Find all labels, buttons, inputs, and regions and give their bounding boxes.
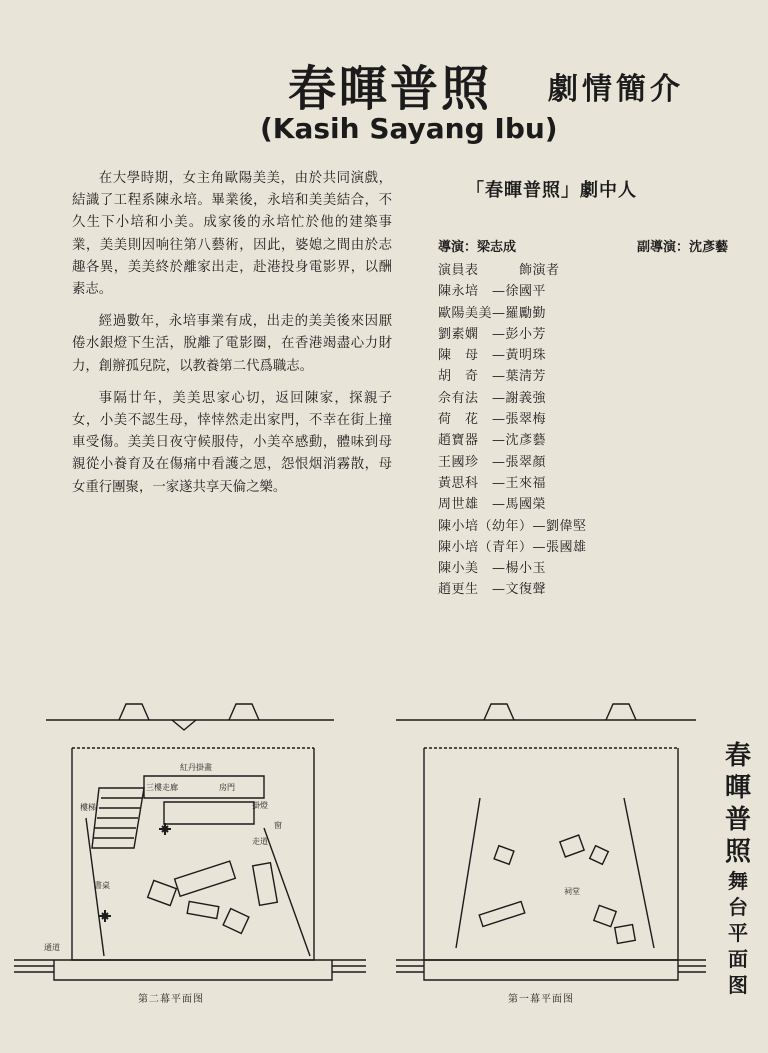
cast-row: 胡 奇 —葉淸芳: [438, 369, 547, 385]
cast-row: 荷 花 —張翠梅: [438, 412, 547, 428]
assistant-director-credit: 副導演：沈彥藝: [636, 240, 728, 255]
banner-char: 春: [724, 741, 751, 771]
svg-text:窗: 窗: [274, 821, 282, 830]
banner-char: 面: [728, 947, 748, 971]
svg-text:三樓走廊: 三樓走廊: [146, 783, 178, 792]
svg-text:樓梯: 樓梯: [80, 803, 96, 812]
svg-text:祠堂: 祠堂: [564, 887, 580, 896]
synopsis-paragraph: 事隔廿年，美美思家心切，返回陳家，探親子女，小美不認生母，悻悻然走出家門，不幸在街上撞車受傷。美美日夜守候服侍，小美卒感動，體味到母親從小養育及在傷痛中看護之恩，怨恨烟消霧散，母女重行團聚，一家遂共享天倫之樂。: [72, 390, 392, 495]
page-subtitle: 劇情簡介: [548, 72, 684, 107]
bleed-through-text: [12, 40, 272, 160]
cast-row: 王國珍 —張翠顏: [438, 454, 547, 470]
banner-char: 普: [724, 805, 751, 835]
banner-char: 台: [728, 895, 748, 919]
stage-plan-act-2: [14, 698, 366, 988]
synopsis: [72, 168, 392, 509]
cast-row: 趙寶器 —沈彥藝: [438, 433, 547, 449]
synopsis-paragraph: 經過數年，永培事業有成，出走的美美後來因厭倦水銀燈下生活，脫離了電影圈，在香港竭盡心力財力，創辦孤兒院，以教養第二代爲職志。: [72, 314, 392, 374]
cast-row: 歐陽美美—羅勵勤: [438, 305, 547, 321]
cast-row: 陳小美 —楊小玉: [438, 561, 547, 577]
synopsis-paragraph: 在大學時期，女主角歐陽美美，由於共同演戲，結識了工程系陳永培。畢業後，永培和美美結合，不久生下小培和小美。成家後的永培忙於他的建築事業，美美則因响往第八藝術，因此，婆媳之間由於志趣各異，美美終於離家出走，赴港投身電影界，以酬素志。: [72, 171, 392, 298]
cast-row: 陳永培 —徐國平: [438, 284, 547, 300]
banner-char: 图: [728, 973, 748, 997]
svg-text:通道: 通道: [44, 943, 60, 952]
svg-text:掛燈: 掛燈: [252, 801, 268, 810]
stage-plan-act-1-caption: 第一幕平面图: [508, 994, 574, 1005]
cast-row: 趙更生 —文復聲: [438, 582, 547, 598]
page-title: 春暉普照: [288, 61, 493, 117]
side-banner: [718, 740, 758, 998]
svg-text:房門: 房門: [219, 783, 235, 792]
banner-char: 暉: [724, 773, 751, 803]
cast-row: 周世雄 —馬國榮: [438, 497, 547, 513]
cast-row: 黃思科 —王來福: [438, 475, 547, 491]
cast-row: 佘有法 —謝義強: [438, 390, 547, 406]
stage-plan-act-2-caption: 第二幕平面图: [138, 994, 204, 1005]
cast-list: [438, 260, 587, 601]
banner-char: 照: [724, 837, 751, 867]
banner-char: 舞: [728, 869, 748, 893]
crew-credits: [438, 236, 728, 255]
svg-text:紅丹掛畫: 紅丹掛畫: [180, 763, 212, 772]
svg-text:書桌: 書桌: [94, 881, 110, 890]
banner-char: 平: [728, 921, 748, 945]
cast-row: 演員表 飾演者: [438, 263, 560, 278]
cast-row: 陳小培（幼年）—劉偉堅: [438, 518, 587, 534]
cast-row: 陳小培（青年）—張國雄: [438, 539, 587, 555]
svg-text:走道: 走道: [252, 837, 268, 846]
cast-row: 劉素嫻 —彭小芳: [438, 326, 547, 342]
director-credit: 導演：梁志成: [438, 240, 517, 255]
page-title-malay: (Kasih Sayang Ibu): [260, 112, 558, 145]
stage-plan-act-1: [396, 698, 706, 988]
cast-row: 陳 母 —黃明珠: [438, 348, 547, 364]
cast-heading: 「春暉普照」劇中人: [466, 180, 637, 201]
